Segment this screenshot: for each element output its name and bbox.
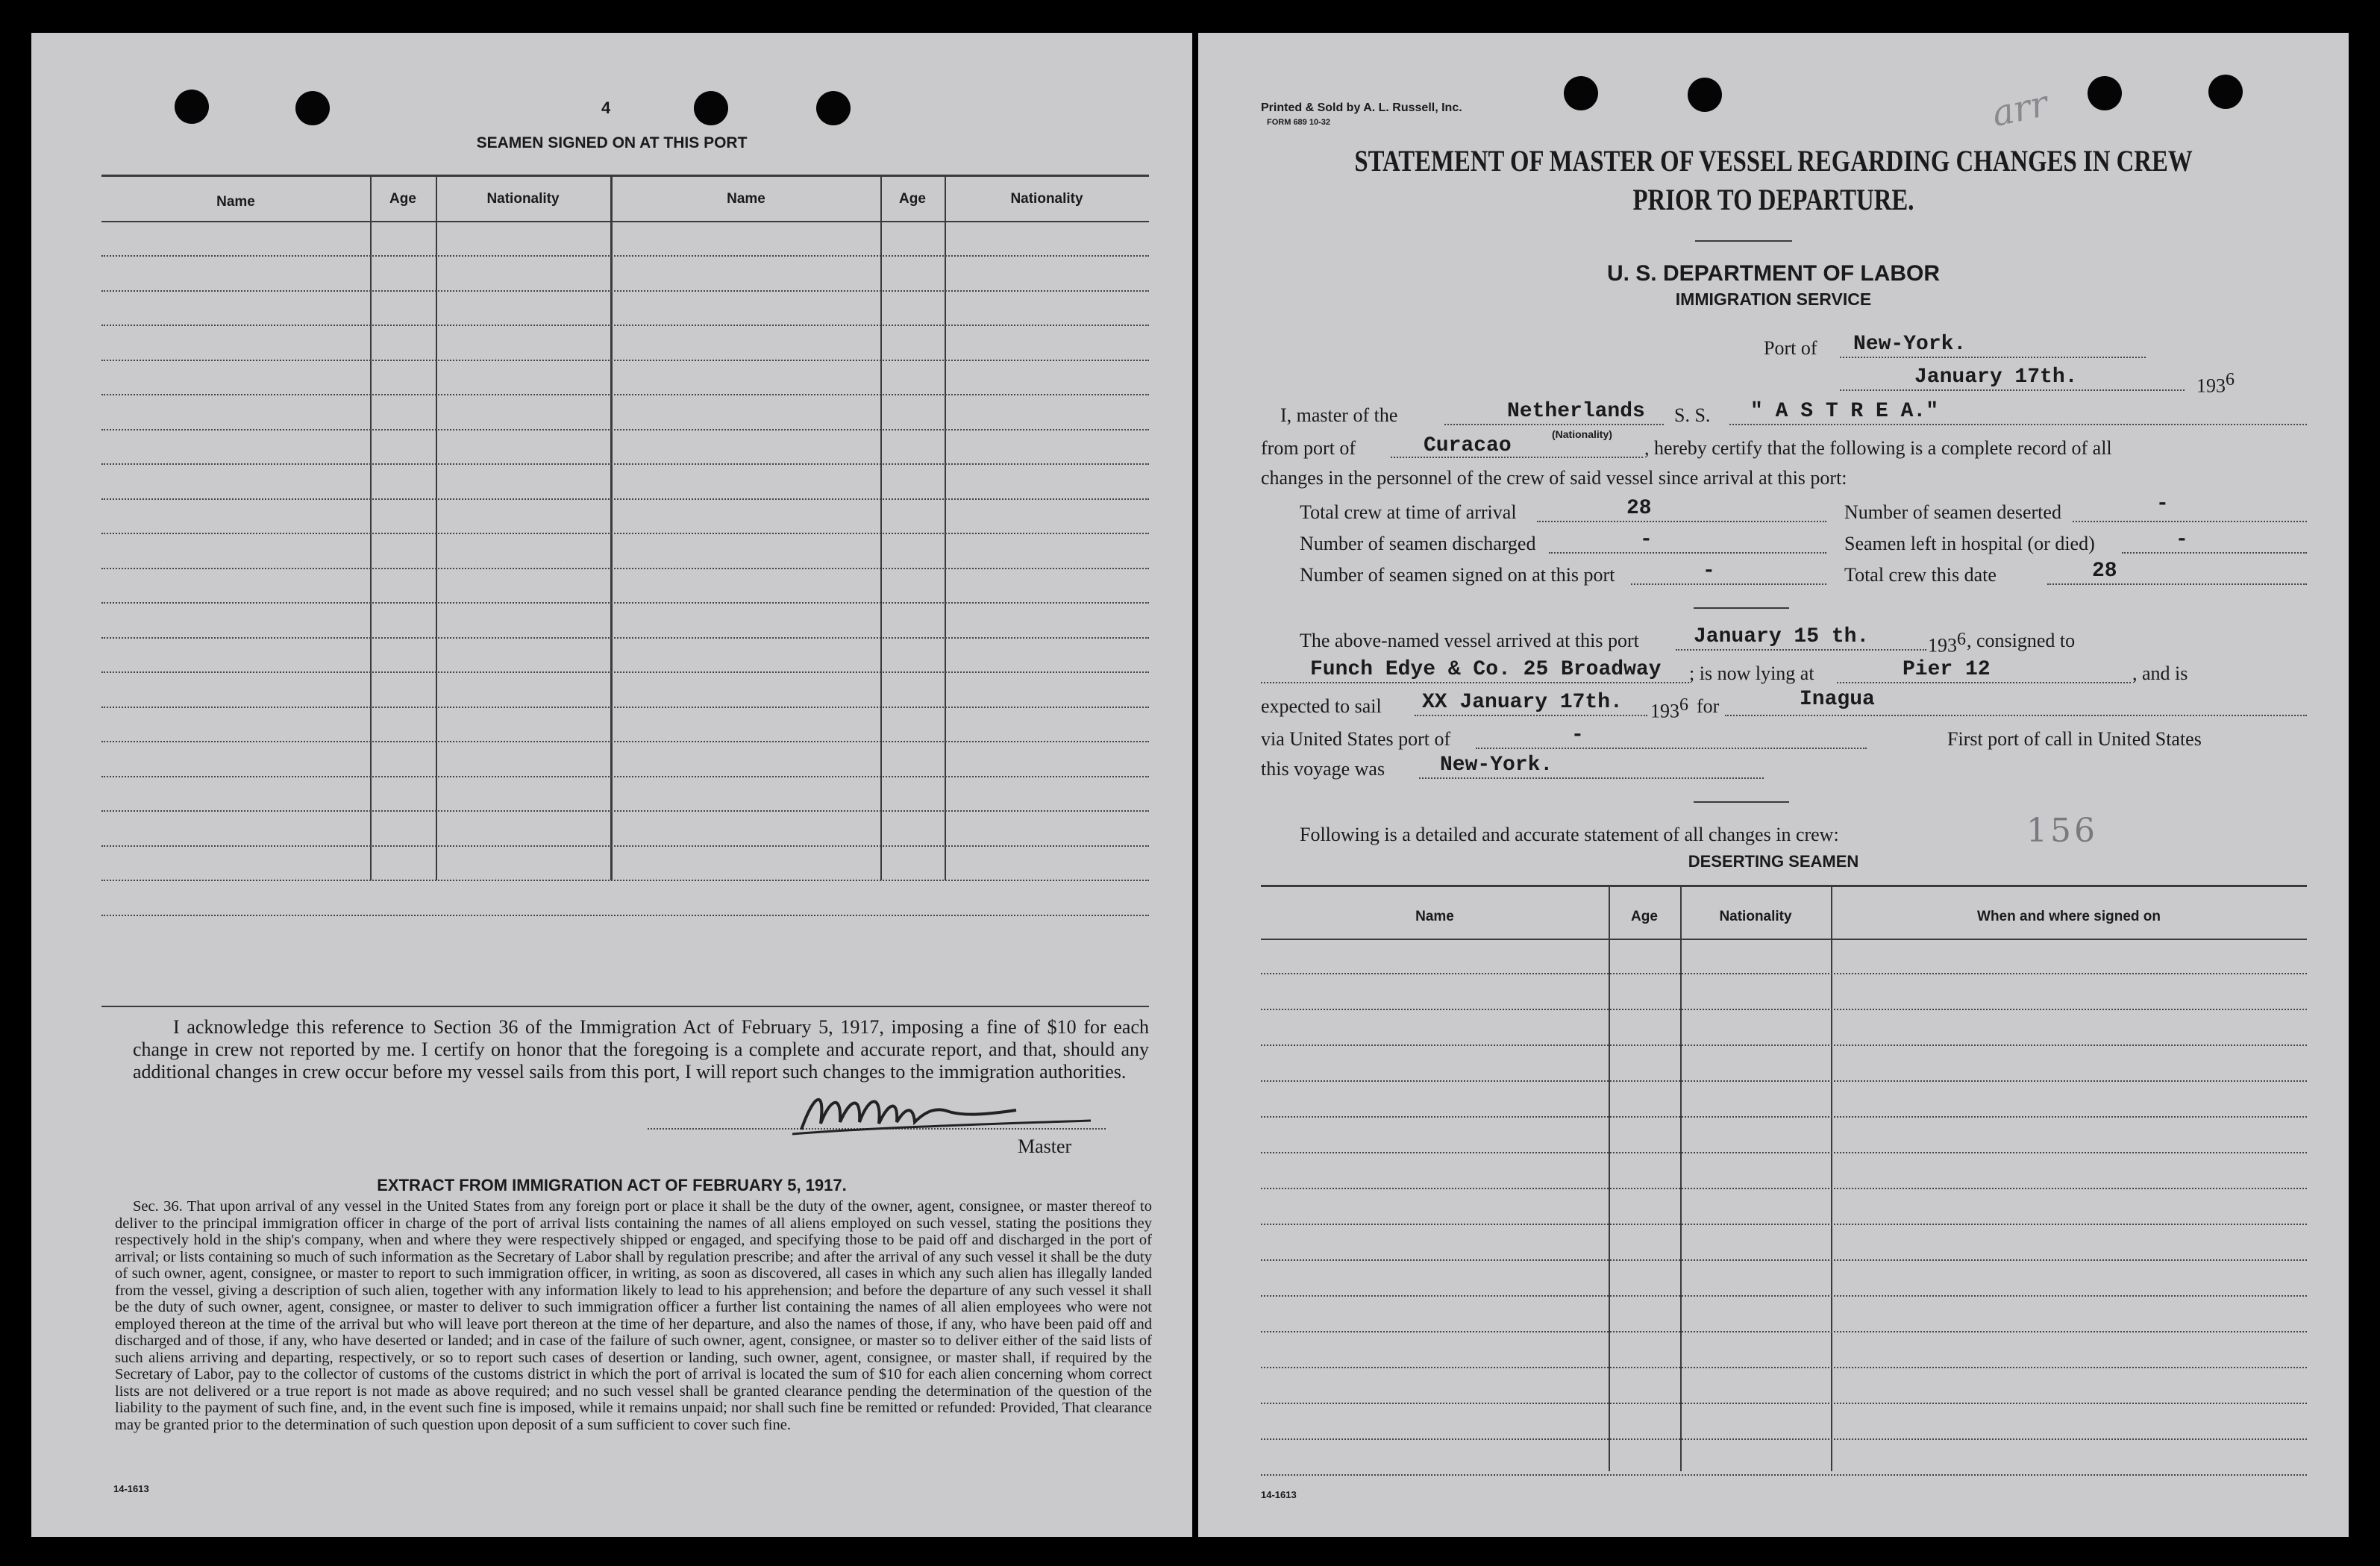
right-page bbox=[1198, 33, 2349, 1537]
deserting-seamen-table bbox=[1261, 885, 2307, 1471]
master-of-label: I, master of the bbox=[1280, 404, 1398, 426]
table-row-rule bbox=[101, 810, 1149, 812]
via-value: - bbox=[1571, 724, 1584, 747]
discharged-value: - bbox=[1640, 528, 1653, 551]
changes-text: changes in the personnel of the crew of said vessel since arrival at this port: bbox=[1261, 467, 1847, 489]
form-number: FORM 689 10-32 bbox=[1267, 118, 1330, 127]
column-header: Nationality bbox=[1010, 191, 1083, 207]
table-row-rule bbox=[101, 325, 1149, 326]
expected-value: XX January 17th. bbox=[1422, 691, 1623, 714]
arrived-year: $193^6$ bbox=[1928, 630, 1966, 657]
deserted-label: Number of seamen deserted bbox=[1844, 501, 2061, 523]
table-row-rule bbox=[1261, 1295, 2307, 1297]
column-header: Age bbox=[1631, 909, 1658, 924]
table-row-rule bbox=[101, 741, 1149, 742]
signed-on-value: - bbox=[1703, 560, 1715, 583]
signed-on-label: Number of seamen signed on at this port bbox=[1300, 564, 1615, 586]
seamen-signed-on-table bbox=[101, 175, 1149, 1007]
total-date-value: 28 bbox=[2092, 560, 2117, 583]
punch-hole bbox=[175, 90, 209, 124]
deserted-value: - bbox=[2156, 492, 2169, 516]
table-row-rule bbox=[1261, 973, 2307, 974]
table-row-rule bbox=[1261, 1474, 2307, 1476]
lying-label: ; is now lying at bbox=[1689, 663, 1814, 684]
hospital-label: Seamen left in hospital (or died) bbox=[1844, 533, 2095, 554]
table-row-rule bbox=[1261, 1009, 2307, 1010]
section-title: SEAMEN SIGNED ON AT THIS PORT bbox=[476, 134, 748, 151]
extract-block bbox=[115, 1198, 1152, 1433]
this-voyage-value: New-York. bbox=[1440, 754, 1553, 777]
table-row-rule bbox=[1261, 1367, 2307, 1368]
table-row-rule bbox=[101, 463, 1149, 465]
table-row-rule bbox=[101, 776, 1149, 777]
column-header: Nationality bbox=[486, 191, 560, 207]
table-row-rule bbox=[1261, 1438, 2307, 1440]
department-name: U. S. DEPARTMENT OF LABOR bbox=[1606, 261, 1941, 286]
table-row-rule bbox=[101, 637, 1149, 639]
master-signature bbox=[777, 1085, 1106, 1143]
table-row-rule bbox=[1261, 1044, 2307, 1046]
column-header: Age bbox=[899, 191, 926, 207]
form-title-line2: PRIOR TO DEPARTURE. bbox=[1632, 183, 1914, 216]
table-row-rule bbox=[1261, 1259, 2307, 1261]
table-row-rule bbox=[101, 707, 1149, 708]
table-row-rule bbox=[101, 533, 1149, 534]
this-voyage-label: this voyage was bbox=[1261, 758, 1385, 780]
extract-text: Sec. 36. That upon arrival of any vessel in the United States from any foreign port or place it shall be the duty of the owner, agent, consignee, or master thereof to deliver to the principal immigration officer in charge of the port of arrival lists containing the names of all aliens employed on such vessel, stating the positions they respectively hold in the ship's company, when and where they were respectively shipped or engaged, and specifying those to be paid off and discharged in the port of arrival; or lists containing so much of such information as the Secretary of Labor shall by regulation prescribe; and after the arrival of any such vessel it shall be the duty of such owner, agent, consignee, or master to report to such immigration officer, in writing, as soon as discovered, all cases in which any such alien has illegally landed from the vessel, giving a description of such alien, together with any information likely to lead to his apprehension; and before the departure of any such vessel it shall be the duty of such owner, agent, consignee, or master to deliver to such immigration officer a further list containing the names of all alien employees who were not employed thereon at the time of the arrival but who will leave port thereon at the time of her departure, and also the names of those, if any, who have been paid off and discharged and of those, if any, who have deserted or landed; and in case of the failure of such owner, agent, consignee, or master so to deliver either of the said lists of such aliens arriving and departing, respectively, or so to report such cases of desertion or landing, such owner, agent, consignee, or master shall, if required by the Secretary of Labor, pay to the collector of customs of the customs district in which the port of arrival is located the sum of $10 for each alien concerning whom correct lists are not delivered or a true report is not made as above required; and no such vessel shall be granted clearance pending the determination of the question of the liability to the payment of such fine, and, in the event such fine is imposed, while it remains unpaid; nor shall such fine be remitted or refunded: Provided, That clearance may be granted prior to the determination of such question upon deposit of a sum sufficient to cover such fine. bbox=[115, 1198, 1152, 1433]
deserting-title: DESERTING SEAMEN bbox=[1688, 852, 1859, 871]
consigned-label: , consigned to bbox=[1967, 630, 2076, 651]
nationality-value: Netherlands bbox=[1507, 400, 1645, 423]
punch-hole bbox=[1564, 76, 1598, 110]
table-row-rule bbox=[1261, 1188, 2307, 1189]
column-header: Name bbox=[216, 194, 255, 210]
table-row-rule bbox=[101, 602, 1149, 604]
extract-title: EXTRACT FROM IMMIGRATION ACT OF FEBRUARY 5, 1917. bbox=[377, 1176, 847, 1194]
expected-label: expected to sail bbox=[1261, 695, 1382, 717]
table-row-rule bbox=[1261, 1080, 2307, 1082]
table-row-rule bbox=[101, 671, 1149, 673]
certify-text: , hereby certify that the following is a complete record of all bbox=[1644, 437, 2112, 459]
punch-hole bbox=[1688, 78, 1722, 112]
punch-hole bbox=[295, 91, 330, 125]
table-row-rule bbox=[101, 915, 1149, 916]
for-label: for bbox=[1697, 695, 1720, 717]
table-row-rule bbox=[101, 255, 1149, 257]
form-code: 14-1613 bbox=[1261, 1489, 1297, 1500]
left-page bbox=[31, 33, 1192, 1537]
stamp-number: 156 bbox=[2026, 812, 2098, 850]
consignee-value: Funch Edye & Co. 25 Broadway bbox=[1310, 658, 1662, 681]
following-text: Following is a detailed and accurate statement of all changes in crew: bbox=[1300, 824, 1839, 845]
acknowledgment-text: I acknowledge this reference to Section 36 of the Immigration Act of February 5, 1917, imposing a fine of $10 for each change in crew not reported by me. I certify on honor that the foregoing is a complete and accurate report, and that, should any additional changes in crew occur before my vessel sails from this port, I will report such changes to the immigration authorities. bbox=[133, 1016, 1149, 1083]
lying-value: Pier 12 bbox=[1903, 658, 1991, 681]
table-row-rule bbox=[101, 290, 1149, 292]
acknowledgment-block bbox=[133, 1016, 1149, 1083]
table-row-rule bbox=[1261, 1116, 2307, 1118]
form-code: 14-1613 bbox=[113, 1483, 149, 1494]
from-port-label: from port of bbox=[1261, 437, 1356, 459]
service-name: IMMIGRATION SERVICE bbox=[1675, 289, 1872, 309]
hospital-value: - bbox=[2176, 528, 2188, 551]
discharged-label: Number of seamen discharged bbox=[1300, 533, 1536, 554]
first-port-label: First port of call in United States bbox=[1947, 728, 2202, 750]
column-header: Age bbox=[389, 191, 416, 207]
table-row-rule bbox=[101, 429, 1149, 430]
punch-hole bbox=[2208, 75, 2243, 109]
table-row-rule bbox=[101, 845, 1149, 847]
handwritten-note: arr bbox=[1988, 82, 2052, 136]
port-value: New-York. bbox=[1853, 333, 1967, 356]
total-arrival-label: Total crew at time of arrival bbox=[1300, 501, 1517, 523]
arrived-label: The above-named vessel arrived at this port bbox=[1300, 630, 1639, 651]
master-label: Master bbox=[1018, 1136, 1072, 1157]
form-title: STATEMENT OF MASTER OF VESSEL REGARDING CHANGES IN CREW bbox=[1354, 144, 2193, 178]
punch-hole bbox=[2088, 76, 2122, 110]
table-row-rule bbox=[1261, 1403, 2307, 1404]
and-is-label: , and is bbox=[2132, 663, 2188, 684]
port-label: Port of bbox=[1764, 337, 1817, 359]
nationality-caption: (Nationality) bbox=[1552, 428, 1612, 440]
date-value: January 17th. bbox=[1914, 366, 2078, 389]
table-row-rule bbox=[101, 880, 1149, 881]
page-number: 4 bbox=[601, 98, 611, 117]
destination-value: Inagua bbox=[1800, 688, 1875, 711]
ship-name-value: " A S T R E A." bbox=[1750, 400, 1939, 423]
ss-label: S. S. bbox=[1674, 404, 1711, 426]
table-row-rule bbox=[101, 498, 1149, 500]
expected-year: $193^6$ bbox=[1650, 695, 1688, 722]
punch-hole bbox=[694, 91, 728, 125]
table-row-rule bbox=[1261, 1224, 2307, 1225]
table-row-rule bbox=[1261, 1152, 2307, 1153]
via-label: via United States port of bbox=[1261, 728, 1451, 750]
punch-hole bbox=[816, 91, 851, 125]
total-arrival-value: 28 bbox=[1626, 497, 1652, 520]
table-row-rule bbox=[1261, 1331, 2307, 1332]
printer-line: Printed & Sold by A. L. Russell, Inc. bbox=[1261, 101, 1462, 114]
total-date-label: Total crew this date bbox=[1844, 564, 1997, 586]
column-header: Nationality bbox=[1719, 909, 1792, 924]
from-port-value: Curacao bbox=[1424, 434, 1512, 457]
table-row-rule bbox=[101, 568, 1149, 569]
year-field: $193^6$ bbox=[2196, 370, 2235, 397]
column-header: Name bbox=[1415, 909, 1454, 924]
table-row-rule bbox=[101, 360, 1149, 361]
table-row-rule bbox=[101, 394, 1149, 395]
column-header: Name bbox=[727, 191, 765, 207]
arrived-value: January 15 th. bbox=[1694, 625, 1870, 648]
column-header: When and where signed on bbox=[1977, 909, 2161, 924]
